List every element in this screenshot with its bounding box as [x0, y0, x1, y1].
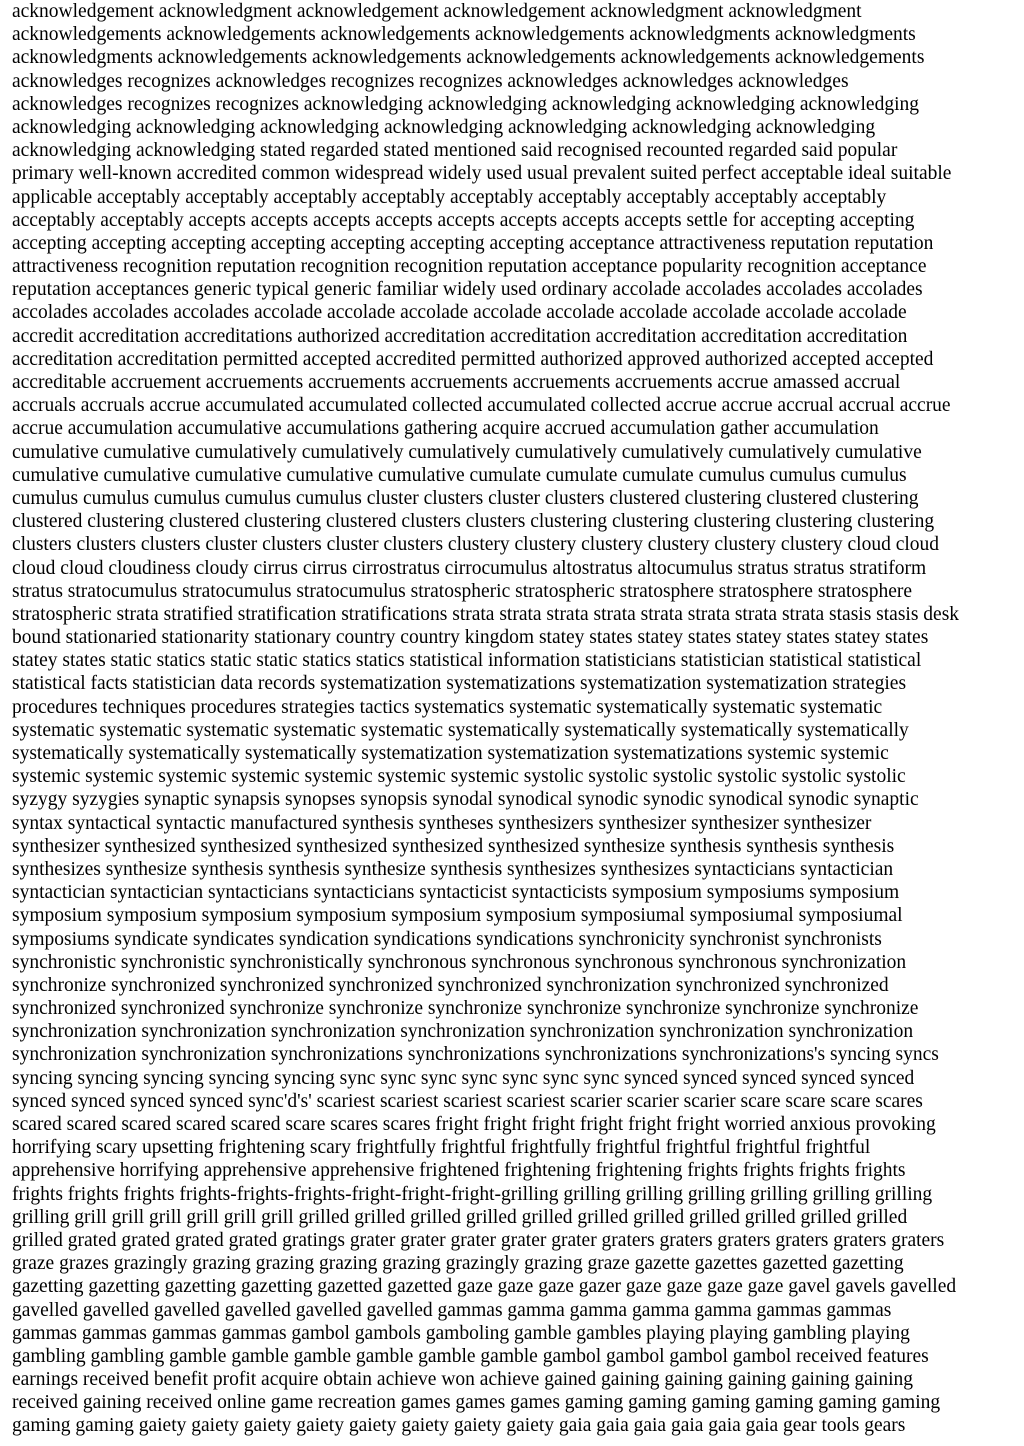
text-line: systemic systemic systemic systemic systemic systemic systemic systolic systolic systolic systolic systolic systolic — [12, 766, 906, 788]
text-line: reputation acceptances generic typical generic familiar widely used ordinary accolade accolades accolades accolades — [12, 279, 923, 301]
text-line: cumulative cumulative cumulatively cumulatively cumulatively cumulatively cumulatively cumulatively cumulative — [12, 441, 922, 463]
text-line: procedures techniques procedures strategies tactics systematics systematic systematically systematic systematic — [12, 696, 883, 718]
text-line: received gaining received online game recreation games games games gaming gaming gaming gaming gaming gaming — [12, 1392, 941, 1414]
text-line: applicable acceptably acceptably acceptably acceptably acceptably acceptably acceptably acceptably acceptably — [12, 186, 887, 208]
text-line: systematic systematic systematic systematic systematic systematically systematically systematically systematically — [12, 719, 909, 741]
text-line: acknowledgement acknowledgment acknowledgement acknowledgement acknowledgment acknowledgment — [12, 1, 862, 22]
text-line: gavelled gavelled gavelled gavelled gavelled gavelled gammas gamma gamma gamma gamma gammas gammas — [12, 1299, 892, 1321]
text-line: grilling grill grill grill grill grill grill grilled grilled grilled grilled grilled grilled grilled grilled grilled grilled grilled — [12, 1206, 908, 1228]
text-line: earnings received benefit profit acquire obtain achieve won achieve gained gaining gaining gaining gaining gaining — [12, 1369, 914, 1391]
text-line: stratospheric strata stratified stratification stratifications strata strata strata strata strata strata strata strata stasis stasis desk — [12, 603, 960, 625]
text-line: cumulative cumulative cumulative cumulative cumulative cumulate cumulate cumulate cumulus cumulus cumulus — [12, 464, 907, 486]
text-line: accruals accruals accrue accumulated accumulated collected accumulated collected accrue accrue accrual accrual accrue — [12, 395, 951, 417]
text-line: statistical facts statistician data records systematization systematizations systematization systematization strategies — [12, 673, 907, 695]
text-line: gaming gaming gaiety gaiety gaiety gaiety gaiety gaiety gaiety gaiety gaia gaia gaia gaia gaia gaia gear tools gears — [12, 1415, 906, 1437]
text-line: synthesizes synthesize synthesis synthesis synthesize synthesis synthesizes synthesizes syntacticians syntactician — [12, 858, 894, 880]
text-line: statey states static statics static static statics statics statistical information statisticians statistician statistical statistical — [12, 650, 922, 672]
text-line: accredit accreditation accreditations authorized accreditation accreditation accreditation accreditation accreditation — [12, 325, 908, 347]
text-line: cumulus cumulus cumulus cumulus cumulus cluster clusters cluster clusters clustered clustering clustered clustering — [12, 487, 919, 509]
text-line: horrifying scary upsetting frightening scary frightfully frightful frightfully frightful frightful frightful frightful — [12, 1137, 871, 1159]
text-line: acknowledgements acknowledgements acknowledgements acknowledgements acknowledgments acknowledgments — [12, 24, 916, 46]
text-line: acknowledges recognizes acknowledges recognizes recognizes acknowledges acknowledges acknowledges — [12, 70, 849, 92]
text-line: synchronization synchronization synchronization synchronization synchronization synchronization synchronization — [12, 1021, 914, 1043]
text-line: grilled grated grated grated grated gratings grater grater grater grater grater graters graters graters graters graters graters — [12, 1229, 945, 1251]
text-line: syncing syncing syncing syncing syncing sync sync sync sync sync sync sync synced synced synced synced synced — [12, 1067, 915, 1089]
text-line: clusters clusters clusters cluster clusters cluster clusters clustery clustery clustery clustery clustery clustery cloud cloud — [12, 534, 940, 556]
text-line: gammas gammas gammas gammas gambol gambols gamboling gamble gambles playing playing gambling playing — [12, 1322, 910, 1344]
text-line: clustered clustering clustered clustering clustered clusters clusters clustering clustering clustering clustering clustering — [12, 511, 935, 533]
text-line: synthesizer synthesized synthesized synthesized synthesized synthesized synthesize synthesis synthesis synthesis — [12, 835, 895, 857]
text-line: cloud cloud cloudiness cloudy cirrus cirrus cirrostratus cirrocumulus altostratus altocumulus stratus stratus stratiform — [12, 557, 927, 579]
text-line: primary well-known accredited common widespread widely used usual prevalent suited perfect acceptable ideal suitable — [12, 163, 952, 185]
text-line: frights frights frights frights-frights-frights-fright-fright-fright-grilling grilling grilling grilling grilling grilling grilling — [12, 1183, 933, 1205]
text-line: accreditation accreditation permitted accepted accredited permitted authorized approved authorized accepted accepted — [12, 348, 934, 370]
text-line: stratus stratocumulus stratocumulus stratocumulus stratospheric stratospheric stratosphere stratosphere stratosphere — [12, 580, 913, 602]
text-line: synchronized synchronized synchronize synchronize synchronize synchronize synchronize synchronize synchronize — [12, 998, 919, 1020]
text-line: scared scared scared scared scared scare scares scares fright fright fright fright fright fright worried anxious provoking — [12, 1114, 936, 1135]
text-line: bound stationaried stationarity stationary country country kingdom statey states statey states statey states statey states — [12, 627, 929, 649]
text-line: symposiums syndicate syndicates syndication syndications syndications synchronicity synchronist synchronists — [12, 928, 882, 950]
text-line: graze grazes grazingly grazing grazing grazing grazing grazingly grazing graze gazette gazettes gazetted gazetting — [12, 1253, 904, 1275]
text-line: synced synced synced synced sync'd's' scariest scariest scariest scariest scarier scarier scarier scare scare scare scares — [12, 1090, 923, 1112]
text-line: accepting accepting accepting accepting accepting accepting accepting acceptance attractiveness reputation reputation — [12, 232, 934, 254]
text-line: synchronistic synchronistic synchronistically synchronous synchronous synchronous synchronous synchronization — [12, 951, 907, 973]
text-line: symposium symposium symposium symposium symposium symposium symposiumal symposiumal symposiumal — [12, 905, 903, 927]
text-line: acceptably acceptably accepts accepts accepts accepts accepts accepts accepts accepts settle for accepting accepting — [12, 209, 915, 231]
text-line: accolades accolades accolades accolade accolade accolade accolade accolade accolade accolade accolade accolade — [12, 302, 907, 324]
text-line: accrue accumulation accumulative accumulations gathering acquire accrued accumulation gather accumulation — [12, 418, 879, 440]
text-line: gazetting gazetting gazetting gazetting gazetted gazetted gaze gaze gaze gazer gaze gaze gaze gaze gavel gavels gavelled — [12, 1276, 957, 1298]
text-line: syzygy syzygies synaptic synapsis synopses synopsis synodal synodical synodic synodic synodical synodic synaptic — [12, 789, 919, 811]
text-line: gambling gambling gamble gamble gamble gamble gamble gamble gambol gambol gambol gambol received features — [12, 1345, 929, 1367]
document-body — [12, 0, 1018, 1438]
text-line: attractiveness recognition reputation recognition recognition reputation acceptance popularity recognition acceptance — [12, 256, 927, 278]
text-line: synchronize synchronized synchronized synchronized synchronized synchronization synchronized synchronized — [12, 974, 889, 996]
text-line: acknowledging acknowledging stated regarded stated mentioned said recognised recounted regarded said popular — [12, 140, 898, 162]
text-line: syntax syntactical syntactic manufactured synthesis syntheses synthesizers synthesizer synthesizer synthesizer — [12, 812, 872, 834]
text-line: synchronization synchronization synchronizations synchronizations synchronizations synchronizations's syncing syncs — [12, 1044, 939, 1066]
text-line: acknowledgments acknowledgements acknowledgements acknowledgements acknowledgements acknowledgements — [12, 47, 925, 69]
text-line: apprehensive horrifying apprehensive apprehensive frightened frightening frightening frights frights frights frights — [12, 1160, 906, 1182]
text-line: acknowledging acknowledging acknowledging acknowledging acknowledging acknowledging acknowledging — [12, 116, 876, 138]
text-line: syntactician syntactician syntacticians syntacticians syntacticist syntacticists symposium symposiums symposium — [12, 882, 900, 904]
text-line: systematically systematically systematically systematization systematization systematizations systemic systemic — [12, 743, 889, 764]
text-line: accreditable accruement accruements accruements accruements accruements accruements accrue amassed accrual — [12, 372, 901, 393]
text-line: acknowledges recognizes recognizes acknowledging acknowledging acknowledging acknowledging acknowledging — [12, 93, 919, 115]
